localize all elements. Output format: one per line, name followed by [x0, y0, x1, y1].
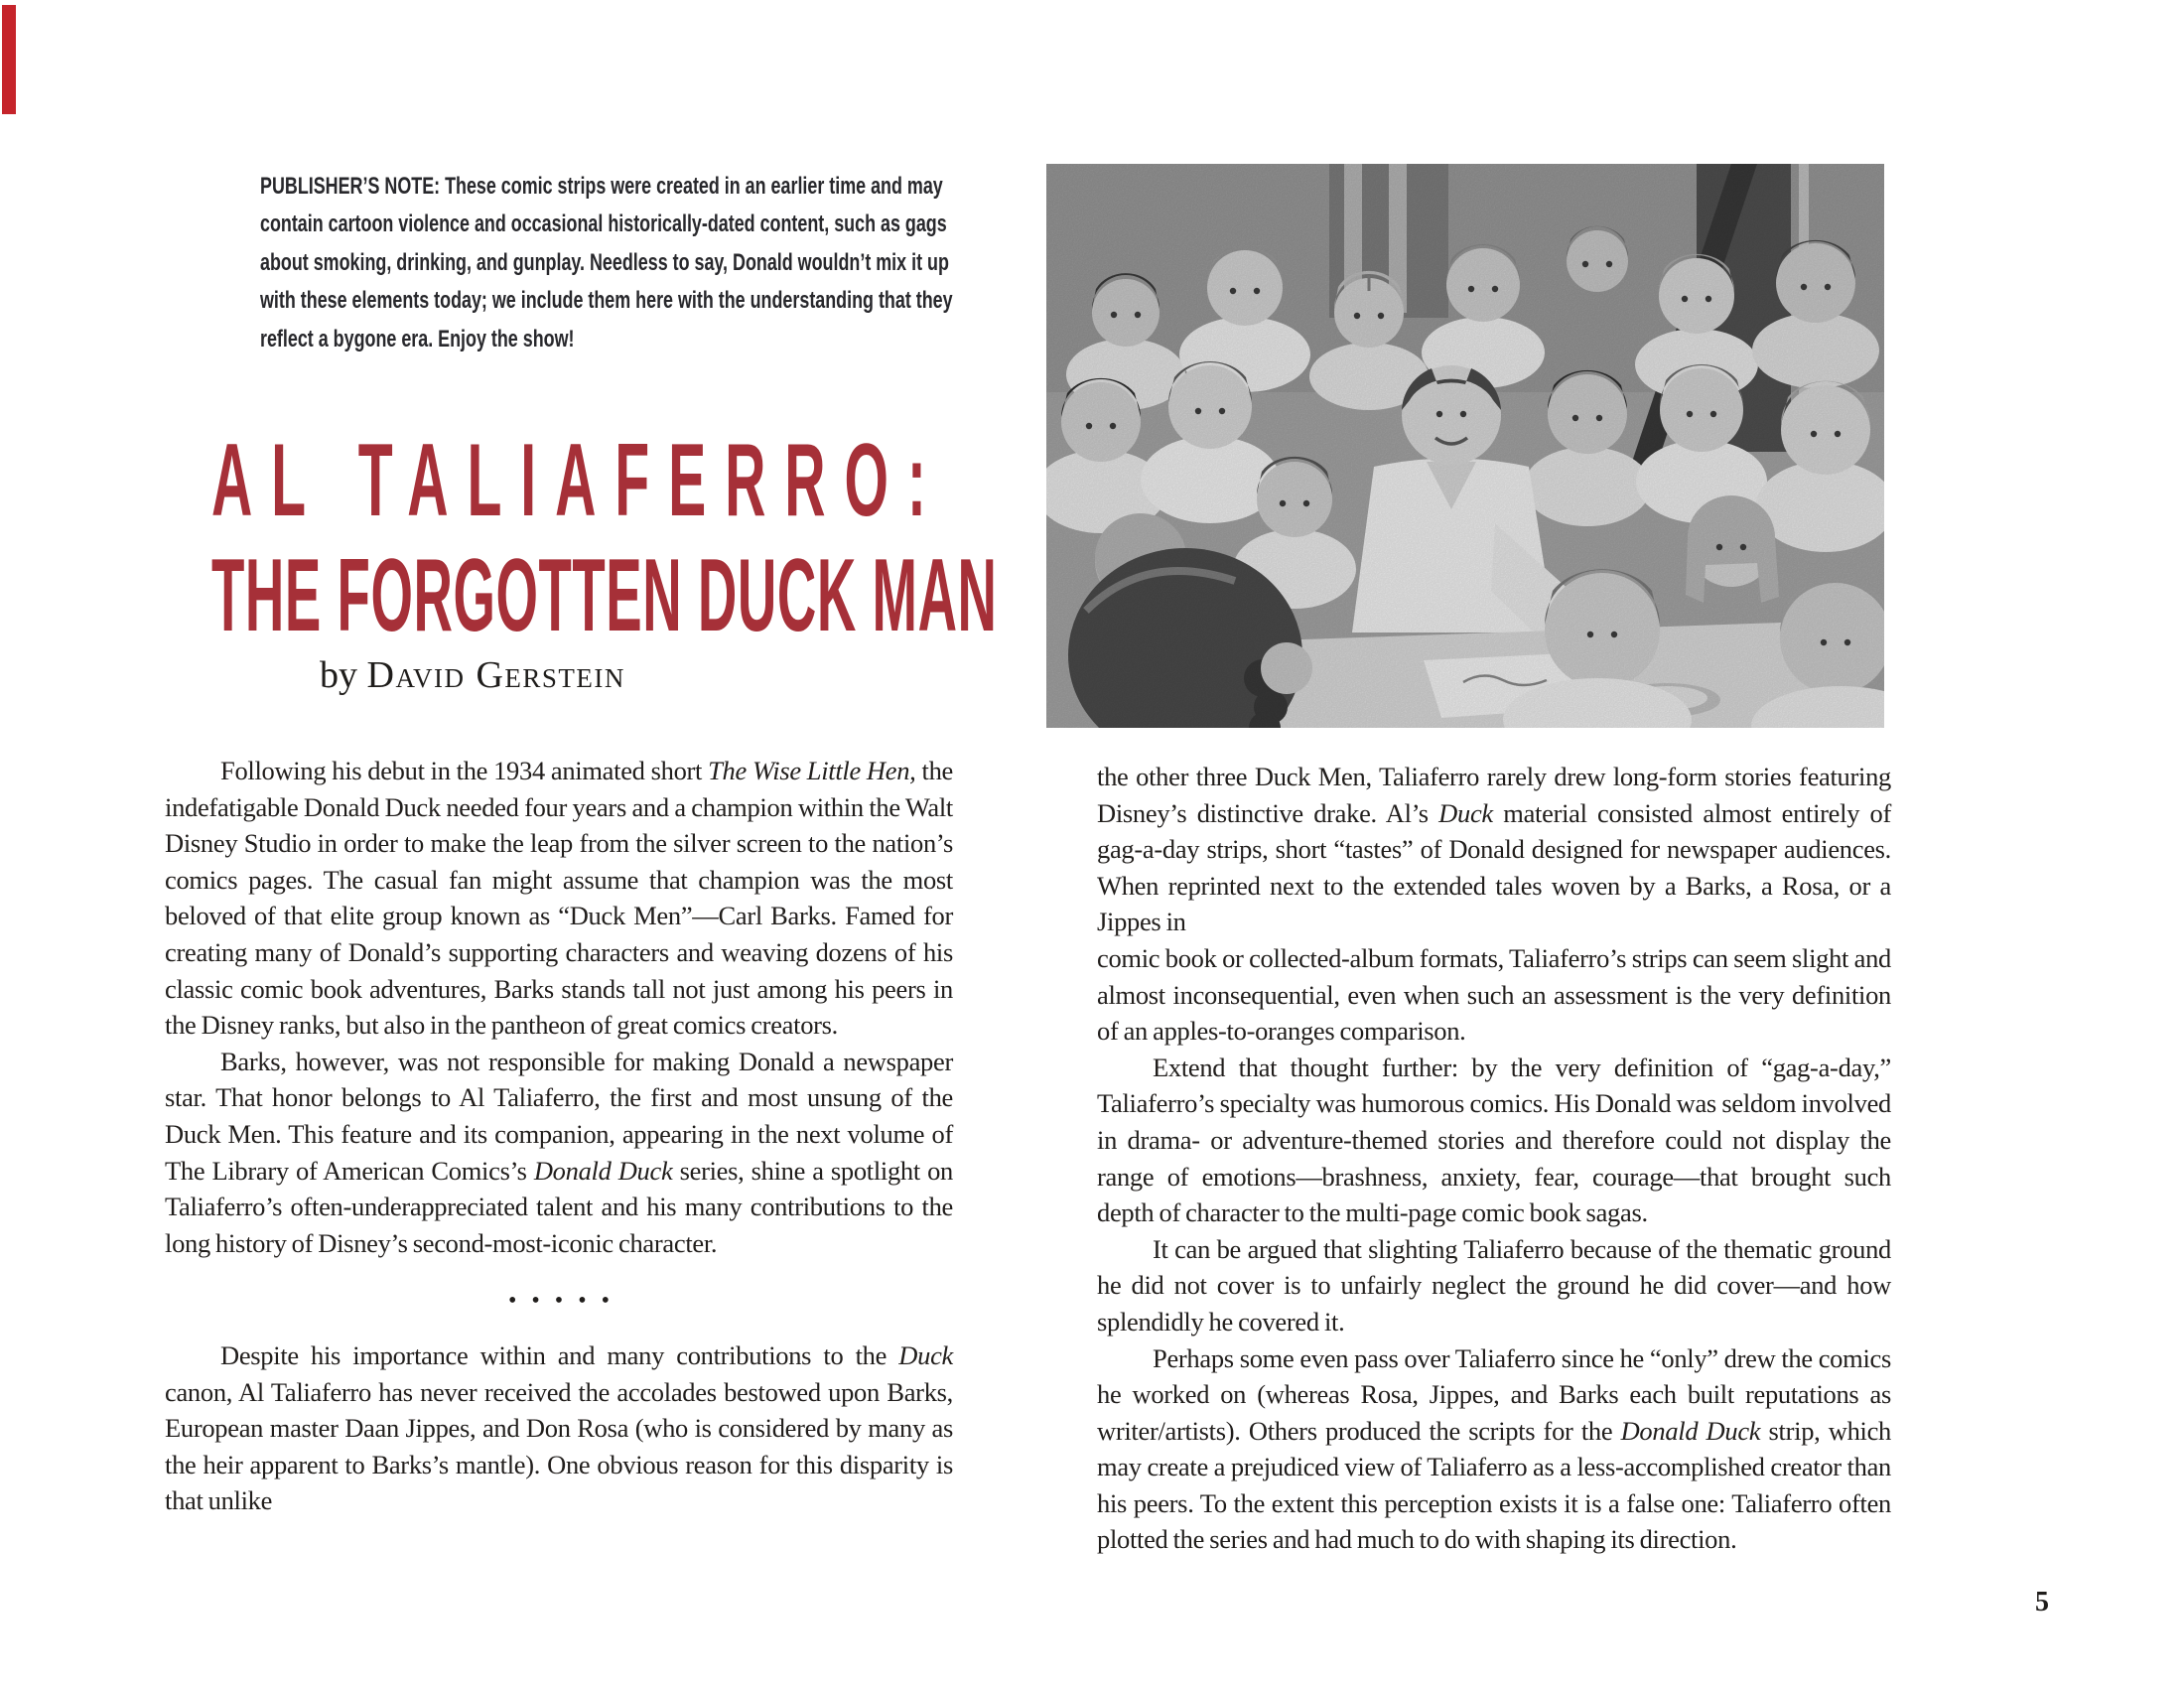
text-run: material consisted almost entirely of gag-a-day strips, short “tastes” of Donald designed for newspaper audiences. When reprinted next to the extended tales woven by a Barks, a Rosa, or a Jippes in [1097, 797, 1892, 937]
italic-text-run: The Wise Little Hen, [708, 756, 916, 785]
text-run: strip, which may create a prejudiced view of Taliaferro as a less-accomplished creator than his peers. To the extent this perception exists it is a false one: Taliaferro often plotted the series and had much to do with shaping its direction. [1097, 1415, 1892, 1555]
italic-text-run: Donald Duck [1620, 1415, 1761, 1446]
text-run: Barks, however, was not responsible for making Donald a newspaper star. That honor belongs to Al Taliaferro, the first and most unsung of the Duck Men. This feature and its companion, appearing in the next volume of The Library of American Comics’s [165, 1046, 953, 1186]
text-run: series, shine a spotlight on Taliaferro’s often-underappreciated talent and his many contributions to the long history of Disney’s second-most-iconic character. [165, 1155, 953, 1258]
body-paragraph [1097, 759, 1891, 1050]
text-run: comic book or collected-album formats, Taliaferro’s strips can seem slight and almost inconsequential, even when such an assessment is the very definition of an apples-to-oranges comparison. [1097, 942, 1891, 1047]
red-corner-mark [2, 5, 16, 114]
body-column-right [1097, 759, 1891, 1558]
text-run: Perhaps some even pass over Taliaferro since he “only” drew the comics he worked on (whereas Rosa, Jippes, and Barks each built reputations as writer/artists). Others produced the scripts for the [1097, 1342, 1891, 1446]
body-paragraph [165, 1044, 953, 1262]
italic-text-run: Duck [1438, 797, 1493, 828]
body-paragraph [165, 1337, 953, 1519]
italic-text-run: Donald Duck [533, 1155, 673, 1186]
byline-prefix: by [320, 654, 367, 696]
author-name: David Gerstein [366, 654, 625, 696]
text-run: Extend that thought further: by the very definition of “gag-a-day,” Taliaferro’s specialty was humorous comics. His Donald was seldom involved in drama- or adventure-themed stories and therefore could not display the range of emotions—brashness, anxiety, fear, courage—that brought such depth of character to the multi-page comic book sagas. [1097, 1052, 1891, 1228]
body-column-left [165, 753, 953, 1519]
photo-taliaferro-with-children [1046, 164, 1884, 728]
body-paragraph [1097, 1050, 1891, 1231]
text-run: Following his debut in the 1934 animated short [220, 756, 709, 785]
text-run: the other three Duck Men, Taliaferro rarely drew long-form stories featuring Disney’s distinctive drake. Al’s [1097, 762, 1891, 828]
byline [320, 653, 625, 697]
section-divider: ••••• [507, 1288, 624, 1315]
text-run: It can be argued that slighting Taliaferro because of the thematic ground he did not cover is to unfairly neglect the ground he did cover—and how splendidly he covered it. [1097, 1233, 1891, 1336]
italic-text-run: Duck [898, 1339, 953, 1370]
body-paragraph [1097, 1231, 1891, 1340]
title-line-1: AL TALIAFERRO: [211, 423, 945, 538]
text-run: the indefatigable Donald Duck needed four years and a champion within the Walt Disney Studio in order to make the leap from the silver screen to the nation’s comics pages. The casual fan might assume that champion was the most beloved of that elite group known as “Duck Men”—Carl Barks. Famed for creating many of Donald’s supporting characters and weaving dozens of his classic comic book adventures, Barks stands tall not just among his peers in the Disney ranks, but also in the pantheon of great comics creators. [165, 756, 953, 1041]
body-paragraph [1097, 1340, 1891, 1559]
body-paragraph [165, 753, 953, 1044]
page-number: 5 [2035, 1587, 2049, 1618]
publisher-note: PUBLISHER’S NOTE: These comic strips were created in an earlier time and may contain cartoon violence and occasional historically-dated content, such as gags about smoking, drinking, and gunplay. Needless to say, Donald wouldn’t mix it up with these elements today; we include them here with the understanding that they reflect a bygone era. Enjoy the show! [260, 173, 953, 352]
text-run: canon, Al Taliaferro has never received the accolades bestowed upon Barks, European master Daan Jippes, and Don Rosa (who is considered by many as the heir apparent to Barks’s mantle). One obvious reason for this disparity is that unlike [165, 1376, 953, 1516]
text-run: Despite his importance within and many contributions to the [220, 1339, 899, 1370]
photo-grain-overlay [1046, 164, 1884, 728]
title-line-2: THE FORGOTTEN DUCK MAN [211, 538, 998, 653]
